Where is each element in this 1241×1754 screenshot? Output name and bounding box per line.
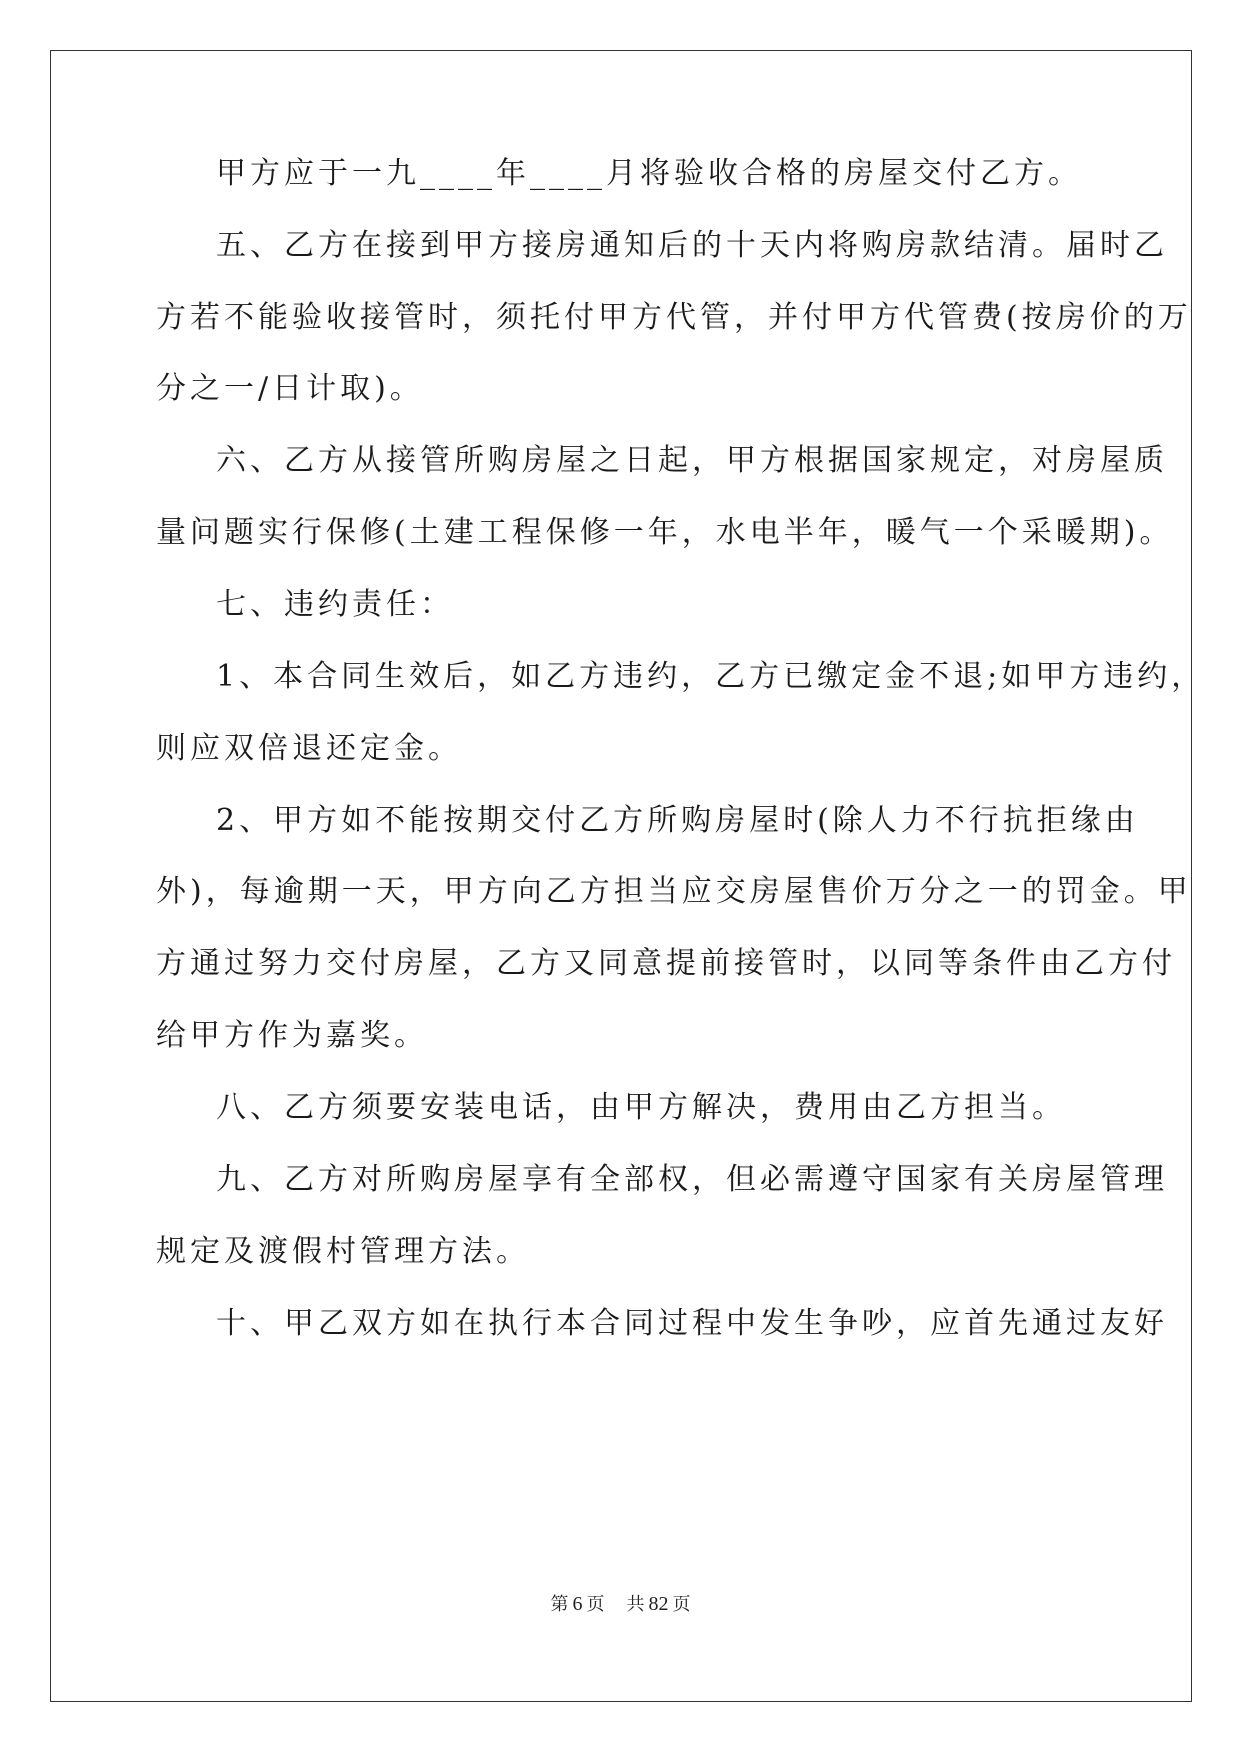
total-prefix: 共 [626, 1594, 645, 1614]
text-line-15: 九、乙方对所购房屋享有全部权，但必需遵守国家有关房屋管理 [216, 1162, 1168, 1197]
text-line-2: 五、乙方在接到甲方接房通知后的十天内将购房款结清。届时乙 [216, 228, 1168, 263]
page-prefix: 第 [550, 1594, 569, 1614]
text-line-14: 八、乙方须要安装电话，由甲方解决，费用由乙方担当。 [216, 1090, 1066, 1125]
text-line-17: 十、甲乙双方如在执行本合同过程中发生争吵，应首先通过友好 [216, 1306, 1168, 1341]
text-line-10: 2、甲方如不能按期交付乙方所购房屋时(除人力不行抗拒缘由 [216, 803, 1139, 838]
page-footer [0, 1592, 1241, 1616]
text-line-6: 量问题实行保修(土建工程保修一年，水电半年，暖气一个采暖期)。 [156, 515, 1174, 550]
text-line-9: 则应双倍退还定金。 [156, 731, 462, 766]
page-total: 82 [648, 1593, 669, 1615]
text-line-16: 规定及渡假村管理方法。 [156, 1234, 530, 1269]
text-line-4: 分之一/日计取)。 [156, 371, 424, 406]
text-line-3: 方若不能验收接管时，须托付甲方代管，并付甲方代管费(按房价的万 [156, 300, 1192, 335]
text-line-5: 六、乙方从接管所购房屋之日起，甲方根据国家规定，对房屋质 [216, 443, 1168, 478]
text-line-12: 方通过努力交付房屋，乙方又同意提前接管时，以同等条件由乙方付 [156, 946, 1176, 981]
text-line-1: 甲方应于一九____年____月将验收合格的房屋交付乙方。 [216, 156, 1082, 191]
text-line-8: 1、本合同生效后，如乙方违约，乙方已缴定金不退;如甲方违约， [216, 659, 1206, 694]
page-number: 6 [572, 1593, 583, 1615]
total-suffix: 页 [672, 1594, 691, 1614]
text-line-7: 七、违约责任： [216, 587, 454, 622]
page-suffix: 页 [586, 1594, 605, 1614]
text-line-13: 给甲方作为嘉奖。 [156, 1018, 428, 1053]
text-line-11: 外)，每逾期一天，甲方向乙方担当应交房屋售价万分之一的罚金。甲 [156, 874, 1192, 909]
